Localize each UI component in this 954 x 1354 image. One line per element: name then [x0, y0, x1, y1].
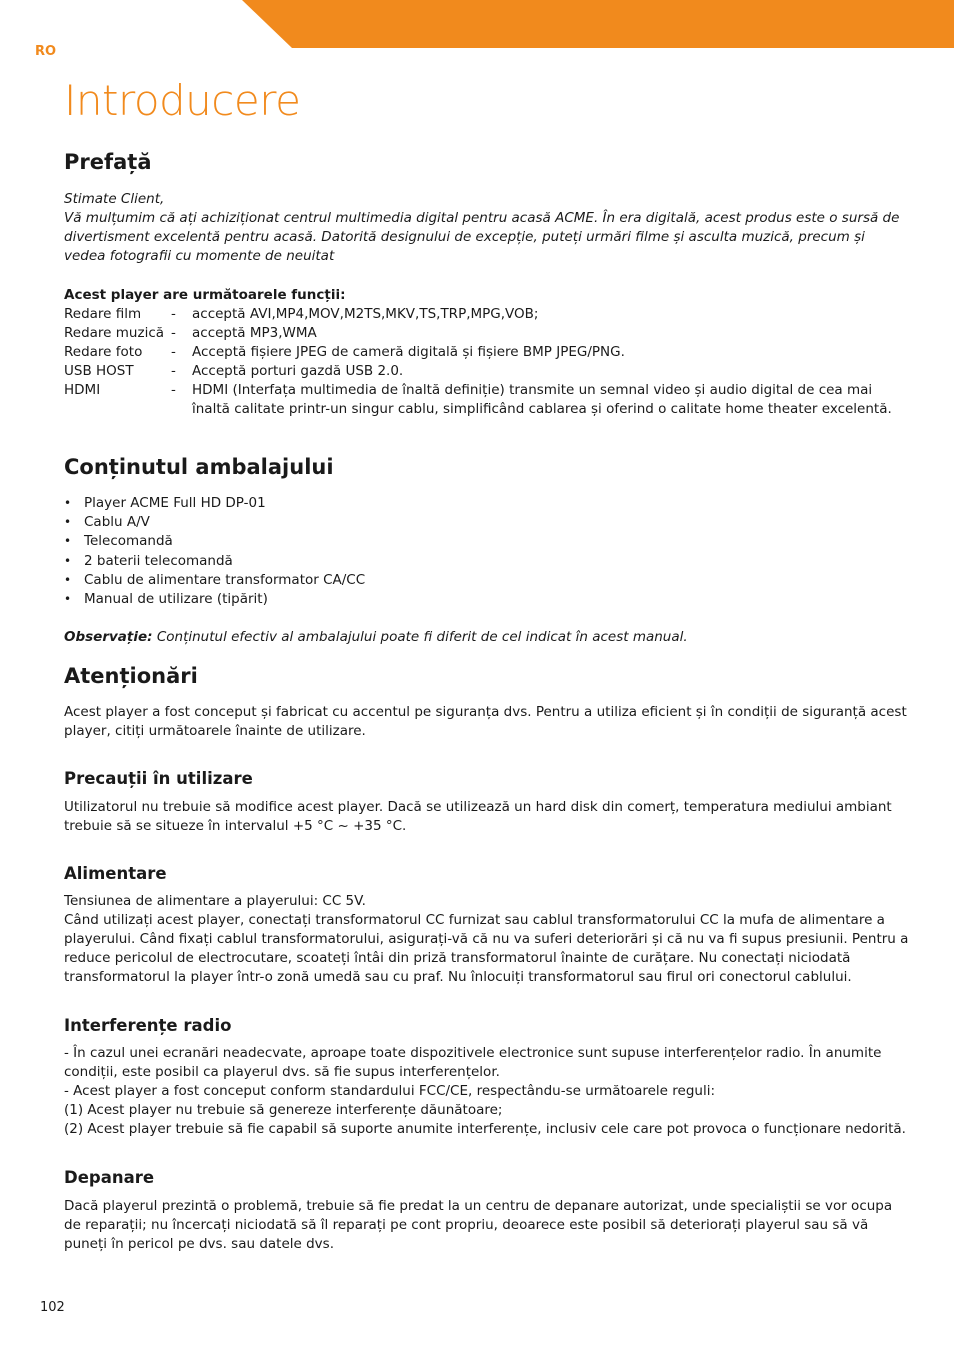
feature-desc: acceptă AVI,MP4,MOV,M2TS,MKV,TS,TRP,MPG,VOB; — [192, 306, 539, 322]
feature-dash: - — [171, 363, 176, 379]
language-tag: RO — [35, 44, 57, 59]
warnings-intro: Acest player a fost conceput și fabricat cu accentul pe siguranța dvs. Pentru a utiliza eficient și în condiții de siguranță acest player, citiți următoarele înainte de utilizare. — [64, 704, 907, 739]
repair-text: Dacă playerul prezintă o problemă, trebuie să fie predat la un centru de depanare autorizat, unde specialiștii se vor ocupa de reparații; nu încercați niciodată să îl reparați pe cont propriu, deoarece este posibil să deteriorați playerul sau să vă puneți în pericol pe dvs. sau datele dvs. — [64, 1198, 893, 1252]
section-heading-warnings: Atenționări — [64, 664, 198, 688]
subheading-radio: Interferențe radio — [64, 1016, 232, 1035]
list-item: • Cablu A/V — [64, 513, 365, 532]
section-heading-preface: Prefață — [64, 150, 152, 174]
feature-dash: - — [171, 382, 176, 398]
feature-dash: - — [171, 325, 176, 341]
list-item: • Cablu de alimentare transformator CA/CC — [64, 571, 365, 590]
radio-line: - În cazul unei ecranări neadecvate, aproape toate dispozitivele electronice sunt supuse interferențelor radio. În anumite condiții, este posibil ca playerul dvs. să fie supus interferențelor. — [64, 1045, 882, 1080]
feature-desc: acceptă MP3,WMA — [192, 325, 317, 341]
feature-name: USB HOST — [64, 363, 134, 379]
preface-intro: Vă mulțumim că ați achiziționat centrul multimedia digital pentru acasă ACME. În era digitală, acest produs este o sursă de divertisment excelentă pentru acasă. Datorită designului de excepție, puteți urmări filme și asculta muzică, precum și vedea fotografii cu momente de neuitat — [64, 210, 900, 264]
list-item: • Manual de utilizare (tipărit) — [64, 590, 365, 609]
precautions-text: Utilizatorul nu trebuie să modifice acest player. Dacă se utilizează un hard disk din comerț, temperatura mediului ambiant trebuie să se situeze în intervalul +5 °C ~ +35 °C. — [64, 799, 892, 834]
radio-line: (2) Acest player trebuie să fie capabil să suporte anumite interferențe, inclusiv cele care pot provoca o funcționare nedorită. — [64, 1121, 906, 1137]
preface-greeting: Stimate Client, — [64, 191, 165, 207]
feature-desc: Acceptă fișiere JPEG de cameră digitală și fișiere BMP JPEG/PNG. — [192, 344, 625, 360]
list-item: • 2 baterii telecomandă — [64, 552, 365, 571]
package-note — [64, 628, 909, 647]
feature-desc: HDMI (Interfața multimedia de înaltă definiție) transmite un semnal video și audio digital de cea mai înaltă calitate printr-un singur cablu, simplificând cablarea și oferind o calitate home theater excelentă. — [192, 382, 892, 417]
subheading-repair: Depanare — [64, 1168, 155, 1187]
feature-name: Redare muzică — [64, 325, 165, 341]
note-label: Observație: — [64, 629, 153, 645]
radio-line: - Acest player a fost conceput conform standardului FCC/CE, respectându-se următoarele reguli: — [64, 1083, 715, 1099]
page-number: 102 — [40, 1300, 65, 1315]
power-text: Când utilizați acest player, conectați transformatorul CC furnizat sau cablul transformatorului CC la mufa de alimentare a playerului. Când fixați cablul transformatorului, asigurați-vă că nu va suferi deteriorări și că nu va fi supus presiunii. Pentru a reduce pericolul de electrocutare, scoateți întâi din priză transformatorul înainte de curățare. Nu conectați niciodată transformatorul la player într-o zonă umedă sau cu praf. Nu înlocuiți transformatorul sau firul ori conectorul cablului. — [64, 912, 909, 985]
feature-name: Redare film — [64, 306, 142, 322]
subheading-power: Alimentare — [64, 864, 167, 883]
feature-dash: - — [171, 344, 176, 360]
feature-desc: Acceptă porturi gazdă USB 2.0. — [192, 363, 404, 379]
header-banner — [0, 0, 954, 50]
list-item: • Player ACME Full HD DP-01 — [64, 494, 365, 513]
package-list — [64, 494, 365, 609]
list-item: • Telecomandă — [64, 532, 365, 551]
power-line: Tensiunea de alimentare a playerului: CC 5V. — [64, 893, 366, 909]
feature-dash: - — [171, 306, 176, 322]
feature-name: HDMI — [64, 382, 101, 398]
feature-name: Redare foto — [64, 344, 143, 360]
features-heading: Acest player are următoarele funcții: — [64, 287, 346, 303]
radio-text — [64, 1044, 909, 1139]
radio-line: (1) Acest player nu trebuie să genereze interferențe dăunătoare; — [64, 1102, 503, 1118]
section-heading-package: Conținutul ambalajului — [64, 455, 334, 479]
note-text: Conținutul efectiv al ambalajului poate fi diferit de cel indicat în acest manual. — [152, 629, 688, 645]
subheading-precautions: Precauții în utilizare — [64, 769, 253, 788]
page-title: Introducere — [64, 76, 301, 125]
